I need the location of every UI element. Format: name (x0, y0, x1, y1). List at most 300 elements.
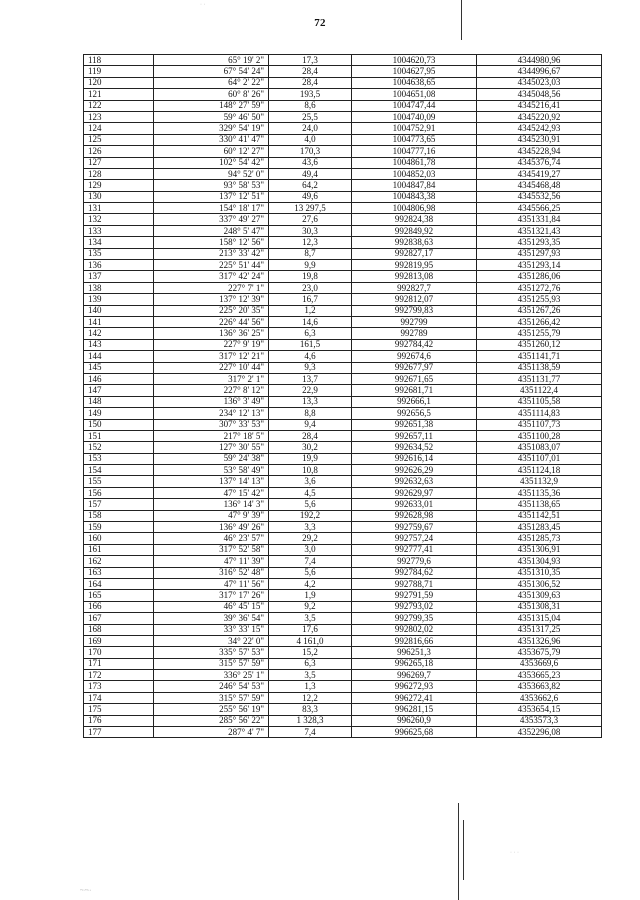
y-coordinate-cell: 4351308,31 (477, 601, 602, 612)
table-row (84, 328, 602, 339)
distance-cell: 25,5 (269, 111, 352, 122)
y-coordinate-cell: 4351122,4 (477, 385, 602, 396)
y-coordinate-cell: 4351321,43 (477, 225, 602, 236)
table-body (84, 55, 602, 738)
table-row (84, 282, 602, 293)
distance-cell: 3,5 (269, 670, 352, 681)
direction-angle-cell: 225° 20' 35" (154, 305, 269, 316)
y-coordinate-cell: 4351310,35 (477, 567, 602, 578)
point-number-cell: 118 (84, 55, 154, 66)
direction-angle-cell: 330° 41' 47" (154, 134, 269, 145)
x-coordinate-cell: 996272,41 (352, 692, 477, 703)
table-row (84, 590, 602, 601)
direction-angle-cell: 255° 56' 19" (154, 704, 269, 715)
y-coordinate-cell: 4353665,23 (477, 670, 602, 681)
distance-cell: 1,9 (269, 590, 352, 601)
x-coordinate-cell: 992677,97 (352, 362, 477, 373)
distance-cell: 8,8 (269, 408, 352, 419)
direction-angle-cell: 217° 18' 5" (154, 430, 269, 441)
point-number-cell: 162 (84, 556, 154, 567)
distance-cell: 7,4 (269, 556, 352, 567)
table-row (84, 362, 602, 373)
direction-angle-cell: 226° 44' 56" (154, 316, 269, 327)
direction-angle-cell: 287° 4' 7" (154, 727, 269, 738)
x-coordinate-cell: 992788,71 (352, 578, 477, 589)
distance-cell: 19,8 (269, 271, 352, 282)
y-coordinate-cell: 4351306,52 (477, 578, 602, 589)
x-coordinate-cell: 992793,02 (352, 601, 477, 612)
y-coordinate-cell: 4351132,9 (477, 476, 602, 487)
y-coordinate-cell: 4353662,6 (477, 692, 602, 703)
distance-cell: 22,9 (269, 385, 352, 396)
direction-angle-cell: 53° 58' 49" (154, 465, 269, 476)
y-coordinate-cell: 4353675,79 (477, 647, 602, 658)
distance-cell: 49,6 (269, 191, 352, 202)
x-coordinate-cell: 996269,7 (352, 670, 477, 681)
direction-angle-cell: 317° 2' 1" (154, 373, 269, 384)
y-coordinate-cell: 4351285,73 (477, 533, 602, 544)
direction-angle-cell: 227° 9' 19" (154, 339, 269, 350)
direction-angle-cell: 47° 11' 39" (154, 556, 269, 567)
page-number: 72 (314, 17, 326, 29)
y-coordinate-cell: 4345242,93 (477, 123, 602, 134)
distance-cell: 23,0 (269, 282, 352, 293)
table-row (84, 351, 602, 362)
direction-angle-cell: 64° 2' 22" (154, 77, 269, 88)
x-coordinate-cell: 996260,9 (352, 715, 477, 726)
distance-cell: 5,6 (269, 567, 352, 578)
point-number-cell: 127 (84, 157, 154, 168)
direction-angle-cell: 65° 19' 2" (154, 55, 269, 66)
distance-cell: 17,3 (269, 55, 352, 66)
point-number-cell: 164 (84, 578, 154, 589)
distance-cell: 3,3 (269, 522, 352, 533)
y-coordinate-cell: 4345566,25 (477, 203, 602, 214)
y-coordinate-cell: 4351124,18 (477, 465, 602, 476)
point-number-cell: 159 (84, 522, 154, 533)
point-number-cell: 163 (84, 567, 154, 578)
direction-angle-cell: 158° 12' 56" (154, 237, 269, 248)
direction-angle-cell: 213° 33' 42" (154, 248, 269, 259)
y-coordinate-cell: 4351255,93 (477, 294, 602, 305)
distance-cell: 15,2 (269, 647, 352, 658)
table-row (84, 248, 602, 259)
distance-cell: 27,6 (269, 214, 352, 225)
point-number-cell: 125 (84, 134, 154, 145)
y-coordinate-cell: 4351255,79 (477, 328, 602, 339)
x-coordinate-cell: 992799,83 (352, 305, 477, 316)
direction-angle-cell: 127° 30' 55" (154, 442, 269, 453)
direction-angle-cell: 136° 3' 49" (154, 396, 269, 407)
distance-cell: 170,3 (269, 146, 352, 157)
point-number-cell: 161 (84, 544, 154, 555)
table-row (84, 442, 602, 453)
table-row (84, 191, 602, 202)
y-coordinate-cell: 4345023,03 (477, 77, 602, 88)
point-number-cell: 140 (84, 305, 154, 316)
x-coordinate-cell: 992827,7 (352, 282, 477, 293)
y-coordinate-cell: 4351304,93 (477, 556, 602, 567)
y-coordinate-cell: 4351105,58 (477, 396, 602, 407)
direction-angle-cell: 136° 36' 25" (154, 328, 269, 339)
table-row (84, 567, 602, 578)
y-coordinate-cell: 4345230,91 (477, 134, 602, 145)
table-row (84, 465, 602, 476)
x-coordinate-cell: 992812,07 (352, 294, 477, 305)
table-row (84, 613, 602, 624)
direction-angle-cell: 94° 52' 0" (154, 168, 269, 179)
point-number-cell: 149 (84, 408, 154, 419)
point-number-cell: 124 (84, 123, 154, 134)
table-row (84, 339, 602, 350)
table-row (84, 180, 602, 191)
x-coordinate-cell: 992759,67 (352, 522, 477, 533)
direction-angle-cell: 307° 33' 53" (154, 419, 269, 430)
x-coordinate-cell: 992838,63 (352, 237, 477, 248)
y-coordinate-cell: 4351100,28 (477, 430, 602, 441)
point-number-cell: 151 (84, 430, 154, 441)
point-number-cell: 157 (84, 499, 154, 510)
point-number-cell: 150 (84, 419, 154, 430)
table-row (84, 373, 602, 384)
x-coordinate-cell: 1004777,16 (352, 146, 477, 157)
x-coordinate-cell: 996625,68 (352, 727, 477, 738)
y-coordinate-cell: 4353669,6 (477, 658, 602, 669)
x-coordinate-cell: 992799,35 (352, 613, 477, 624)
point-number-cell: 174 (84, 692, 154, 703)
x-coordinate-cell: 992799 (352, 316, 477, 327)
point-number-cell: 138 (84, 282, 154, 293)
point-number-cell: 148 (84, 396, 154, 407)
distance-cell: 1 328,3 (269, 715, 352, 726)
point-number-cell: 126 (84, 146, 154, 157)
point-number-cell: 137 (84, 271, 154, 282)
point-number-cell: 132 (84, 214, 154, 225)
x-coordinate-cell: 992616,14 (352, 453, 477, 464)
table-row (84, 146, 602, 157)
x-coordinate-cell: 992779,6 (352, 556, 477, 567)
y-coordinate-cell: 4351141,71 (477, 351, 602, 362)
point-number-cell: 144 (84, 351, 154, 362)
direction-angle-cell: 248° 5' 47" (154, 225, 269, 236)
table-row (84, 271, 602, 282)
margin-line (463, 820, 464, 880)
y-coordinate-cell: 4353573,3 (477, 715, 602, 726)
distance-cell: 28,4 (269, 66, 352, 77)
table-row (84, 100, 602, 111)
direction-angle-cell: 137° 12' 39" (154, 294, 269, 305)
point-number-cell: 147 (84, 385, 154, 396)
point-number-cell: 146 (84, 373, 154, 384)
direction-angle-cell: 154° 18' 17" (154, 203, 269, 214)
distance-cell: 24,0 (269, 123, 352, 134)
table-row (84, 396, 602, 407)
x-coordinate-cell: 1004852,03 (352, 168, 477, 179)
direction-angle-cell: 60° 8' 26" (154, 89, 269, 100)
table-row (84, 476, 602, 487)
point-number-cell: 156 (84, 487, 154, 498)
point-number-cell: 135 (84, 248, 154, 259)
x-coordinate-cell: 992674,6 (352, 351, 477, 362)
distance-cell: 9,3 (269, 362, 352, 373)
scan-smudge: · · (200, 2, 206, 8)
scan-smudge: · · · (510, 850, 519, 856)
y-coordinate-cell: 4344996,67 (477, 66, 602, 77)
direction-angle-cell: 39° 36' 54" (154, 613, 269, 624)
table-row (84, 89, 602, 100)
direction-angle-cell: 102° 54' 42" (154, 157, 269, 168)
table-row (84, 647, 602, 658)
distance-cell: 83,3 (269, 704, 352, 715)
x-coordinate-cell: 992824,38 (352, 214, 477, 225)
table-row (84, 522, 602, 533)
distance-cell: 13 297,5 (269, 203, 352, 214)
y-coordinate-cell: 4351283,45 (477, 522, 602, 533)
distance-cell: 8,7 (269, 248, 352, 259)
direction-angle-cell: 47° 9' 39" (154, 510, 269, 521)
table-row (84, 658, 602, 669)
y-coordinate-cell: 4351317,25 (477, 624, 602, 635)
x-coordinate-cell: 992849,92 (352, 225, 477, 236)
point-number-cell: 128 (84, 168, 154, 179)
direction-angle-cell: 34° 22' 0" (154, 635, 269, 646)
y-coordinate-cell: 4351315,04 (477, 613, 602, 624)
table-row (84, 510, 602, 521)
direction-angle-cell: 315° 57' 59" (154, 692, 269, 703)
point-number-cell: 123 (84, 111, 154, 122)
coordinates-table (83, 54, 602, 738)
x-coordinate-cell: 992757,24 (352, 533, 477, 544)
y-coordinate-cell: 4345220,92 (477, 111, 602, 122)
distance-cell: 5,6 (269, 499, 352, 510)
point-number-cell: 175 (84, 704, 154, 715)
direction-angle-cell: 317° 42' 24" (154, 271, 269, 282)
direction-angle-cell: 225° 51' 44" (154, 260, 269, 271)
y-coordinate-cell: 4351293,14 (477, 260, 602, 271)
margin-line (461, 0, 462, 40)
x-coordinate-cell: 992816,66 (352, 635, 477, 646)
point-number-cell: 154 (84, 465, 154, 476)
point-number-cell: 145 (84, 362, 154, 373)
x-coordinate-cell: 992629,97 (352, 487, 477, 498)
point-number-cell: 142 (84, 328, 154, 339)
table-row (84, 55, 602, 66)
table-row (84, 214, 602, 225)
x-coordinate-cell: 996281,15 (352, 704, 477, 715)
direction-angle-cell: 317° 12' 21" (154, 351, 269, 362)
y-coordinate-cell: 4351331,84 (477, 214, 602, 225)
distance-cell: 29,2 (269, 533, 352, 544)
direction-angle-cell: 246° 54' 53" (154, 681, 269, 692)
table-row (84, 544, 602, 555)
table-row (84, 635, 602, 646)
y-coordinate-cell: 4351309,63 (477, 590, 602, 601)
point-number-cell: 176 (84, 715, 154, 726)
direction-angle-cell: 337° 49' 27" (154, 214, 269, 225)
table-row (84, 624, 602, 635)
table-row (84, 260, 602, 271)
x-coordinate-cell: 1004861,78 (352, 157, 477, 168)
point-number-cell: 171 (84, 658, 154, 669)
direction-angle-cell: 33° 33' 15" (154, 624, 269, 635)
x-coordinate-cell: 992628,98 (352, 510, 477, 521)
point-number-cell: 122 (84, 100, 154, 111)
distance-cell: 192,2 (269, 510, 352, 521)
table-row (84, 681, 602, 692)
distance-cell: 9,4 (269, 419, 352, 430)
distance-cell: 9,9 (269, 260, 352, 271)
x-coordinate-cell: 992671,65 (352, 373, 477, 384)
table-row (84, 578, 602, 589)
y-coordinate-cell: 4351286,06 (477, 271, 602, 282)
direction-angle-cell: 317° 52' 58" (154, 544, 269, 555)
table-row (84, 294, 602, 305)
distance-cell: 19,9 (269, 453, 352, 464)
point-number-cell: 141 (84, 316, 154, 327)
point-number-cell: 169 (84, 635, 154, 646)
direction-angle-cell: 315° 57' 59" (154, 658, 269, 669)
direction-angle-cell: 335° 57' 53" (154, 647, 269, 658)
distance-cell: 4,5 (269, 487, 352, 498)
distance-cell: 193,5 (269, 89, 352, 100)
x-coordinate-cell: 1004752,91 (352, 123, 477, 134)
point-number-cell: 130 (84, 191, 154, 202)
direction-angle-cell: 137° 12' 51" (154, 191, 269, 202)
point-number-cell: 133 (84, 225, 154, 236)
distance-cell: 161,5 (269, 339, 352, 350)
x-coordinate-cell: 992777,41 (352, 544, 477, 555)
direction-angle-cell: 136° 14' 3" (154, 499, 269, 510)
y-coordinate-cell: 4345228,94 (477, 146, 602, 157)
x-coordinate-cell: 992651,38 (352, 419, 477, 430)
point-number-cell: 165 (84, 590, 154, 601)
direction-angle-cell: 329° 54' 19" (154, 123, 269, 134)
direction-angle-cell: 227° 7' 1" (154, 282, 269, 293)
distance-cell: 16,7 (269, 294, 352, 305)
distance-cell: 64,2 (269, 180, 352, 191)
y-coordinate-cell: 4351107,01 (477, 453, 602, 464)
distance-cell: 49,4 (269, 168, 352, 179)
distance-cell: 1,3 (269, 681, 352, 692)
distance-cell: 1,2 (269, 305, 352, 316)
y-coordinate-cell: 4353663,82 (477, 681, 602, 692)
table-row (84, 203, 602, 214)
y-coordinate-cell: 4351114,83 (477, 408, 602, 419)
x-coordinate-cell: 1004806,98 (352, 203, 477, 214)
table-row (84, 385, 602, 396)
table-row (84, 419, 602, 430)
direction-angle-cell: 316° 52' 48" (154, 567, 269, 578)
direction-angle-cell: 59° 46' 50" (154, 111, 269, 122)
table-row (84, 430, 602, 441)
distance-cell: 12,3 (269, 237, 352, 248)
y-coordinate-cell: 4351142,51 (477, 510, 602, 521)
x-coordinate-cell: 992784,42 (352, 339, 477, 350)
y-coordinate-cell: 4345048,56 (477, 89, 602, 100)
direction-angle-cell: 47° 11' 56" (154, 578, 269, 589)
x-coordinate-cell: 1004773,65 (352, 134, 477, 145)
y-coordinate-cell: 4351131,77 (477, 373, 602, 384)
x-coordinate-cell: 992791,59 (352, 590, 477, 601)
direction-angle-cell: 285° 56' 22" (154, 715, 269, 726)
y-coordinate-cell: 4345468,48 (477, 180, 602, 191)
y-coordinate-cell: 4351083,07 (477, 442, 602, 453)
table-row (84, 77, 602, 88)
y-coordinate-cell: 4344980,96 (477, 55, 602, 66)
x-coordinate-cell: 996272,93 (352, 681, 477, 692)
scan-smudge: ~·~·· (80, 888, 91, 894)
direction-angle-cell: 136° 49' 26" (154, 522, 269, 533)
x-coordinate-cell: 996265,18 (352, 658, 477, 669)
margin-line (458, 803, 459, 900)
distance-cell: 13,3 (269, 396, 352, 407)
table-row (84, 237, 602, 248)
direction-angle-cell: 336° 25' 1" (154, 670, 269, 681)
table-row (84, 692, 602, 703)
y-coordinate-cell: 4351135,36 (477, 487, 602, 498)
x-coordinate-cell: 992656,5 (352, 408, 477, 419)
point-number-cell: 170 (84, 647, 154, 658)
distance-cell: 3,0 (269, 544, 352, 555)
x-coordinate-cell: 992634,52 (352, 442, 477, 453)
table-row (84, 408, 602, 419)
point-number-cell: 121 (84, 89, 154, 100)
table-row (84, 601, 602, 612)
point-number-cell: 153 (84, 453, 154, 464)
table-row (84, 305, 602, 316)
y-coordinate-cell: 4345419,27 (477, 168, 602, 179)
x-coordinate-cell: 1004843,38 (352, 191, 477, 202)
x-coordinate-cell: 1004740,09 (352, 111, 477, 122)
direction-angle-cell: 227° 8' 12" (154, 385, 269, 396)
x-coordinate-cell: 992802,02 (352, 624, 477, 635)
table-row (84, 316, 602, 327)
point-number-cell: 168 (84, 624, 154, 635)
distance-cell: 4,6 (269, 351, 352, 362)
distance-cell: 12,2 (269, 692, 352, 703)
table-row (84, 157, 602, 168)
distance-cell: 8,6 (269, 100, 352, 111)
direction-angle-cell: 93° 58' 53" (154, 180, 269, 191)
table-row (84, 168, 602, 179)
table-row (84, 727, 602, 738)
point-number-cell: 152 (84, 442, 154, 453)
distance-cell: 9,2 (269, 601, 352, 612)
x-coordinate-cell: 1004651,08 (352, 89, 477, 100)
table-row (84, 225, 602, 236)
y-coordinate-cell: 4345532,56 (477, 191, 602, 202)
direction-angle-cell: 59° 24' 38" (154, 453, 269, 464)
point-number-cell: 119 (84, 66, 154, 77)
x-coordinate-cell: 992666,1 (352, 396, 477, 407)
y-coordinate-cell: 4351297,93 (477, 248, 602, 259)
direction-angle-cell: 317° 17' 26" (154, 590, 269, 601)
y-coordinate-cell: 4351107,73 (477, 419, 602, 430)
x-coordinate-cell: 996251,3 (352, 647, 477, 658)
direction-angle-cell: 234° 12' 13" (154, 408, 269, 419)
x-coordinate-cell: 992827,17 (352, 248, 477, 259)
direction-angle-cell: 227° 10' 44" (154, 362, 269, 373)
y-coordinate-cell: 4345216,41 (477, 100, 602, 111)
distance-cell: 6,3 (269, 658, 352, 669)
table-row (84, 704, 602, 715)
point-number-cell: 129 (84, 180, 154, 191)
point-number-cell: 172 (84, 670, 154, 681)
point-number-cell: 143 (84, 339, 154, 350)
point-number-cell: 160 (84, 533, 154, 544)
y-coordinate-cell: 4351138,59 (477, 362, 602, 373)
y-coordinate-cell: 4351272,76 (477, 282, 602, 293)
